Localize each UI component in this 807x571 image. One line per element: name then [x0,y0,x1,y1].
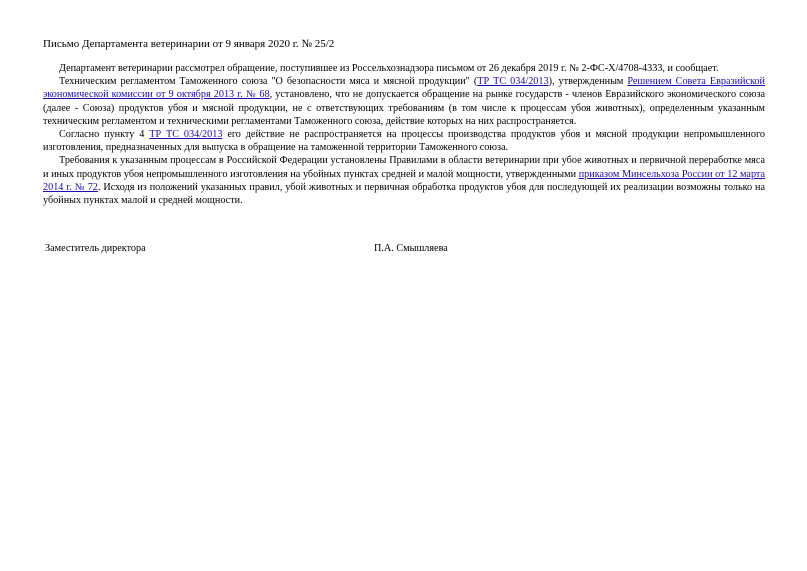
link-tr-ts-034-2013[interactable]: ТР ТС 034/2013 [477,76,549,88]
paragraph-3-text-1: Согласно пункту 4 [59,129,150,141]
paragraph-1: Департамент ветеринарии рассмотрел обращение, поступившее из Россельхознадзора письмом от 26 декабря 2019 г. № 2-ФС-Х/4708-4333, и сообщает. [59,63,719,74]
paragraph-3-text-2: его действие не распространяется на процессы производства продуктов убоя и мясной продукции непромышленного изготовления, предназначенных для выпуска в обращение на таможенной территории Таможенного союза. [43,129,765,154]
signature-role: Заместитель директора [45,243,146,254]
paragraph-4-text-2: . Исходя из положений указанных правил, убой животных и первичная обработка продуктов убоя для последующей их реализации возможны только на убойных пунктах малой и средней мощности. [43,181,765,207]
document-body [43,62,765,207]
link-eec-decision-68[interactable]: Решением Совета Евразийской экономической комиссии от 9 октября 2013 г. № 68 [43,76,765,101]
link-minselkhoz-order-72[interactable]: приказом Минсельхоза России от 12 марта 2014 г. № 72 [43,168,766,193]
link-tr-ts-034-2013-second[interactable]: ТР ТС 034/2013 [149,129,223,141]
paragraph-3 [43,128,765,154]
paragraph-2-text-2: ), утвержденным [548,76,628,88]
paragraph-4 [43,154,765,207]
paragraph-2-text-1: Техническим регламентом Таможенного союза "О безопасности мяса и мясной продукции" ( [59,76,478,88]
signature-name: П.А. Смышляева [374,243,448,254]
document-title: Письмо Департамента ветеринарии от 9 января 2020 г. № 25/2 [43,38,335,50]
paragraph-2-text-3: , установлено, что не допускается обращение на рынке государств - членов Евразийского экономического союза (далее - Союза) продуктов убоя и мясной продукции, не с ответствующих требованиям (в том числе к процессам убоя животных), определенным указанным техническим регламентом и техническими регламентами Таможенного союза, действие которых на них распространяется. [43,89,765,127]
paragraph-4-text-1: Требования к указанным процессам в Российской Федерации установлены Правилами в области ветеринарии при убое животных и первичной переработке мяса и иных продуктов убоя непромышленного изготовления на убойных пунктах средней и малой мощности, утвержденными [43,155,765,180]
paragraph-2 [43,75,765,128]
